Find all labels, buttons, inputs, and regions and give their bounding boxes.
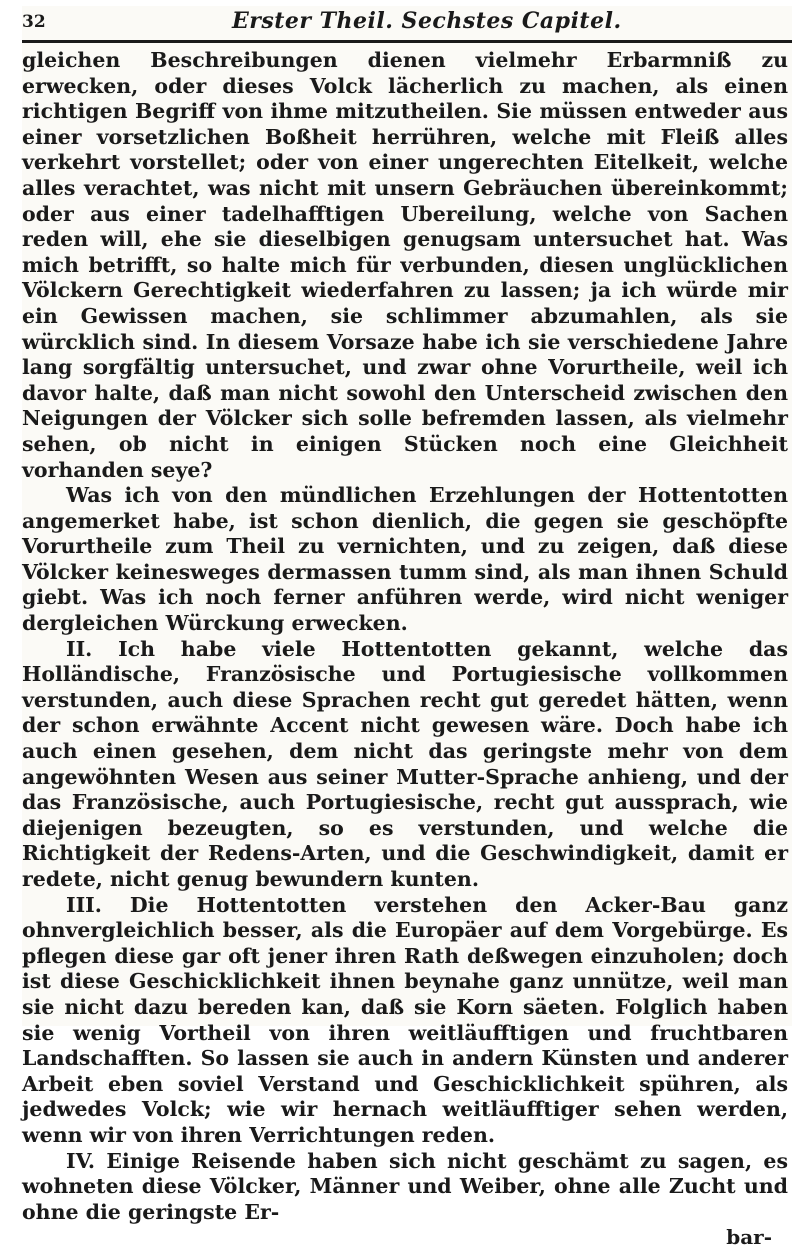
section-numeral: II. [66, 636, 93, 661]
chapter-title: Erster Theil. Sechstes Capitel. [232, 8, 622, 34]
section-numeral: IV. [66, 1148, 96, 1173]
paragraph-text: gleichen Beschreibungen dienen vielmehr Erbarmniß zu erwecken, oder dieses Volck lächerlich zu machen, als einen richtigen Begriff von ihme mitzutheilen. Sie müssen entweder aus einer vorsetzlichen Boßheit herrühren, welche mit Fleiß alles verkehrt vorstellet; oder von einer ungerechten Eitelkeit, welche alles verachtet, was nicht mit unsern Gebräuchen übereinkommt; oder aus einer tadelhafftigen Ubereilung, welche von Sachen reden will, ehe sie dieselbigen genugsam untersuchet hat. Was mich betrifft, so halte mich für verbunden, diesen unglücklichen Völckern Gerechtigkeit wiederfahren zu lassen; ja ich würde mir ein Gewissen machen, sie schlimmer abzumahlen, als sie würcklich sind. In diesem Vorsaze habe ich sie verschiedene Jahre lang sorgfältig untersuchet, und zwar ohne Vorurtheile, weil ich davor halte, daß man nicht sowohl den Unterscheid zwischen den Neigungen der Völcker sich solle befremden lassen, als vielmehr sehen, ob nicht in einigen Stücken noch eine Gleichheit vorhanden seye? [22, 48, 788, 482]
paragraph [22, 483, 788, 637]
header-rule [22, 40, 792, 43]
paragraph-text: Ich habe viele Hottentotten gekannt, welche das Holländische, Französische und Portugiesische vollkommen verstunden, auch diese Sprachen recht gut geredet hätten, wenn der schon erwähnte Accent nicht gewesen wäre. Doch habe ich auch einen gesehen, dem nicht das geringste mehr von dem angewöhnten Wesen aus seiner Mutter-Sprache anhieng, und der das Französische, auch Portugiesische, recht gut aussprach, wie diejenigen bezeugten, so es verstunden, und welche die Richtigkeit der Redens-Arten, und die Geschwindigkeit, damit er redete, nicht genug bewundern kunten. [22, 636, 788, 891]
paragraph-text: Was ich von den mündlichen Erzehlungen der Hottentotten angemerket habe, ist schon dienlich, die gegen sie geschöpfte Vorurtheile zum Theil zu vernichten, und zu zeigen, daß diese Völcker keinesweges dermassen tumm sind, als man ihnen Schuld giebt. Was ich noch ferner anführen werde, wird nicht weniger dergleichen Würckung erwecken. [22, 483, 788, 636]
catchword: bar- [726, 1225, 772, 1250]
page-number: 32 [22, 12, 46, 32]
section-numeral: III. [66, 892, 102, 917]
book-page [22, 6, 792, 1250]
paragraph-numbered [22, 637, 788, 893]
body-text [22, 48, 788, 1251]
paragraph-continued [22, 48, 788, 483]
paragraph-text: Die Hottentotten verstehen den Acker-Bau ganz ohnvergleichlich besser, als die Europäer auf dem Vorgebürge. Es pflegen diese gar oft jener ihren Rath deßwegen einzuholen; doch ist diese Geschicklichkeit ihnen beynahe ganz unnütze, weil man sie nicht dazu bereden kan, daß sie Korn säeten. Folglich haben sie wenig Vortheil von ihren weitläufftigen und fruchtbaren Landschafften. So lassen sie auch in andern Künsten und anderer Arbeit eben soviel Verstand und Geschicklichkeit spühren, als jedwedes Volck; wie wir hernach weitläufftiger sehen werden, wenn wir von ihren Verrichtungen reden. [22, 892, 789, 1147]
paragraph-text: Einige Reisende haben sich nicht geschämt zu sagen, es wohneten diese Völcker, Männer und Weiber, ohne alle Zucht und ohne die geringste Er- [22, 1148, 788, 1224]
paragraph-numbered [22, 1149, 788, 1226]
paragraph-numbered [22, 893, 788, 1149]
running-head [22, 6, 792, 40]
